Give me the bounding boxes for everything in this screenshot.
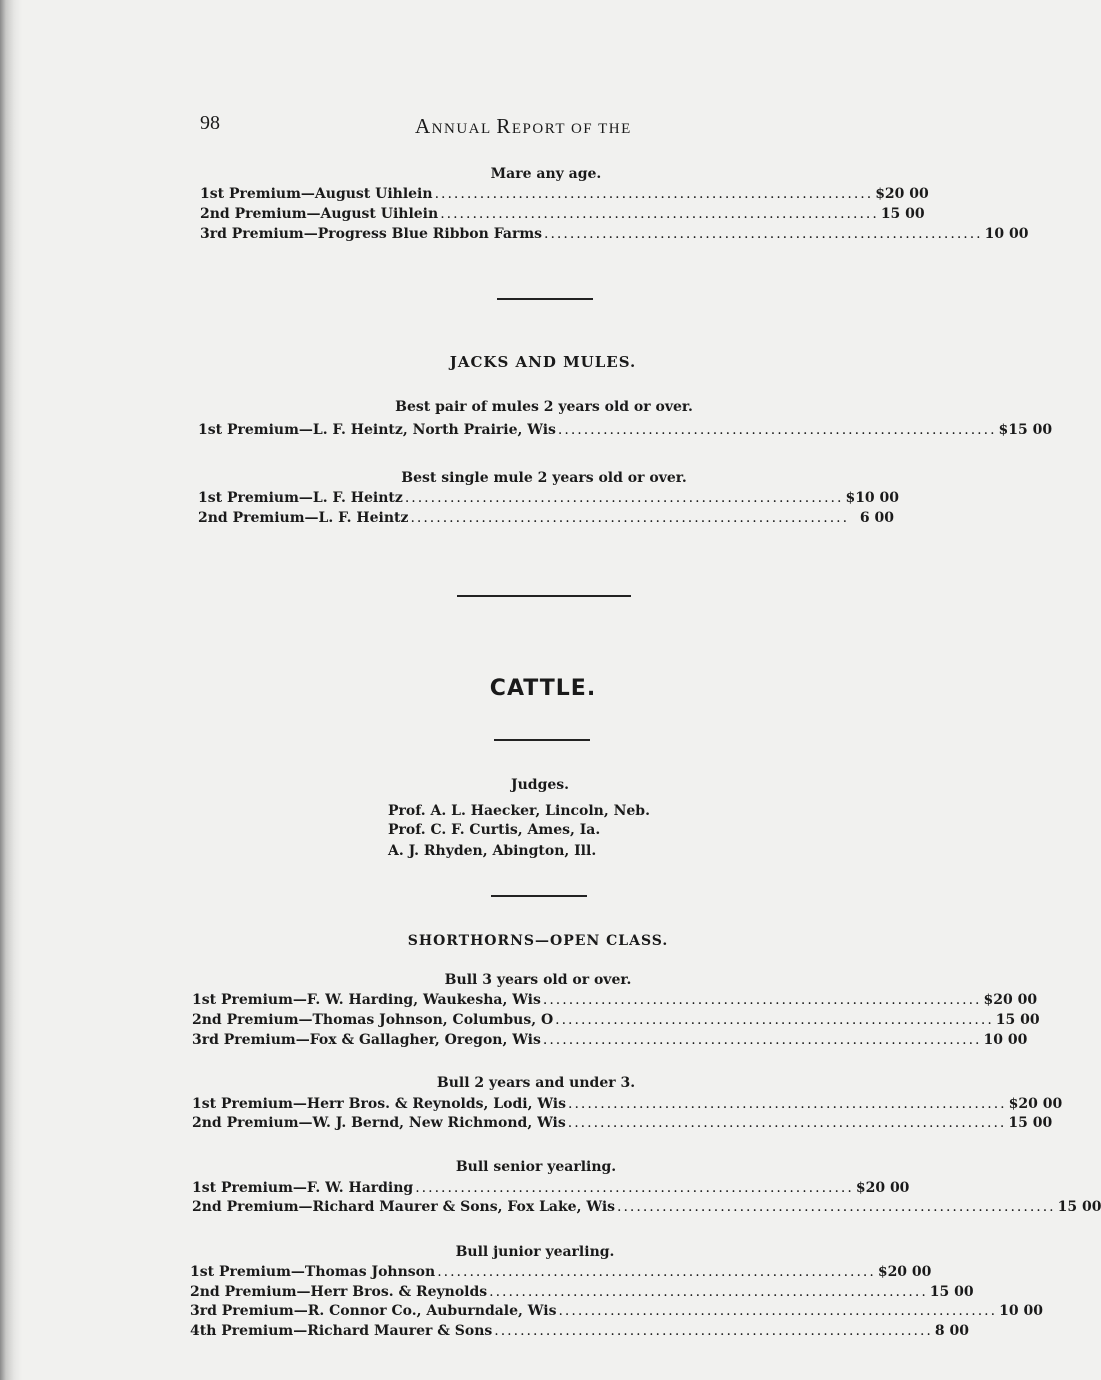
section-title-cattle: CATTLE. xyxy=(489,676,597,701)
list-item: 1st Premium—F. W. Harding, Waukesha, Wis .................................................................... $20 00 xyxy=(192,992,1038,1008)
list-item: 3rd Premium—Progress Blue Ribbon Farms .................................................................... 10 00 xyxy=(200,226,1029,242)
judge-name: Prof. C. F. Curtis, Ames, Ia. xyxy=(388,822,601,838)
mules-single-heading: Best single mule 2 years old or over. xyxy=(401,470,687,486)
section-divider xyxy=(497,298,593,300)
judges-heading: Judges. xyxy=(510,777,570,793)
judge-name: A. J. Rhyden, Abington, Ill. xyxy=(388,843,597,859)
mules-pair-heading: Best pair of mules 2 years old or over. xyxy=(395,399,693,415)
list-item: 1st Premium—L. F. Heintz, North Prairie, Wis .................................................................... $15 00 xyxy=(198,422,1053,438)
section-title-jacks-and-mules: JACKS AND MULES. xyxy=(449,353,637,371)
section-divider xyxy=(491,895,587,897)
list-item: 2nd Premium—Herr Bros. & Reynolds .................................................................... 15 00 xyxy=(190,1284,974,1300)
list-item: 3rd Premium—Fox & Gallagher, Oregon, Wis .................................................................... 10 00 xyxy=(192,1032,1028,1048)
bull2-heading: Bull 2 years and under 3. xyxy=(436,1075,636,1091)
page-number: 98 xyxy=(200,112,220,134)
list-item: 2nd Premium—August Uihlein .................................................................... 15 00 xyxy=(200,206,925,222)
list-item: 1st Premium—L. F. Heintz .................................................................... $10 00 xyxy=(198,490,900,506)
section-divider xyxy=(494,739,590,741)
list-item: 1st Premium—Herr Bros. & Reynolds, Lodi, Wis .................................................................... $20 00 xyxy=(192,1096,1063,1112)
section-divider xyxy=(457,595,631,597)
list-item: 4th Premium—Richard Maurer & Sons .................................................................... 8 00 xyxy=(190,1323,969,1339)
junior-heading: Bull junior yearling. xyxy=(455,1244,615,1260)
list-item: 1st Premium—August Uihlein .................................................................... $20 00 xyxy=(200,186,929,202)
mare-heading: Mare any age. xyxy=(490,166,602,182)
list-item: 2nd Premium—L. F. Heintz .................................................................... 6 00 xyxy=(198,510,894,526)
list-item: 2nd Premium—Richard Maurer & Sons, Fox Lake, Wis .................................................................... 15 00 xyxy=(192,1199,1101,1215)
list-item: 1st Premium—F. W. Harding .................................................................... $20 00 xyxy=(192,1180,910,1196)
list-item: 3rd Premium—R. Connor Co., Auburndale, Wis .................................................................... 10 00 xyxy=(190,1303,1043,1319)
running-header: ANNUAL REPORT OF THE xyxy=(415,114,632,138)
class-title-shorthorns: SHORTHORNS—OPEN CLASS. xyxy=(407,933,669,949)
list-item: 2nd Premium—W. J. Bernd, New Richmond, Wis .................................................................... 15 00 xyxy=(192,1115,1053,1131)
senior-heading: Bull senior yearling. xyxy=(455,1159,617,1175)
list-item: 2nd Premium—Thomas Johnson, Columbus, O .................................................................... 15 00 xyxy=(192,1012,1040,1028)
bull3-heading: Bull 3 years old or over. xyxy=(444,972,632,988)
list-item: 1st Premium—Thomas Johnson .................................................................... $20 00 xyxy=(190,1264,932,1280)
judge-name: Prof. A. L. Haecker, Lincoln, Neb. xyxy=(388,803,650,819)
